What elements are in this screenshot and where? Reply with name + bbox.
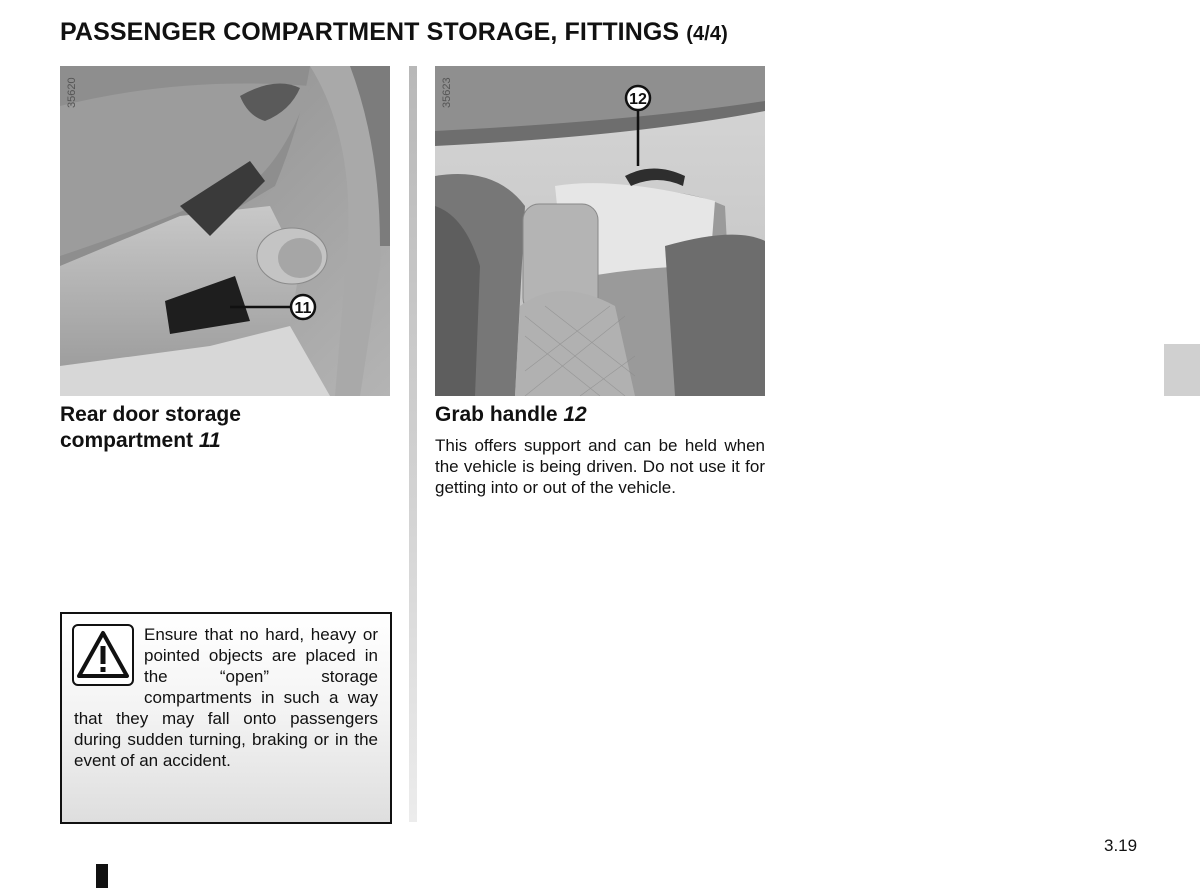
callout-12-label: 12 bbox=[629, 91, 647, 108]
heading-ref: 12 bbox=[563, 403, 587, 426]
grab-handle-heading bbox=[435, 402, 587, 428]
page-title-main: PASSENGER COMPARTMENT STORAGE, FITTINGS bbox=[60, 18, 680, 46]
grab-handle-description: This offers support and can be held when the vehicle is being driven. Do not use it for getting into or out of the vehicle. bbox=[435, 436, 765, 497]
chapter-tab bbox=[1164, 344, 1200, 396]
figure-number: 35623 bbox=[441, 77, 453, 108]
column-divider bbox=[409, 66, 417, 822]
grab-handle-photo bbox=[435, 66, 765, 396]
warning-text: Ensure that no hard, heavy or pointed objects are placed in the “open” storage compartments in such a way that they may fall onto passengers during sudden turning, braking or in the event of an accident. bbox=[74, 625, 378, 770]
heading-line-2: compartment bbox=[60, 429, 194, 452]
page-corner-mark bbox=[96, 864, 108, 888]
heading-ref: 11 bbox=[198, 429, 221, 452]
callout-11-label: 11 bbox=[294, 300, 312, 317]
page-title bbox=[60, 18, 728, 47]
heading-text: Grab handle bbox=[435, 403, 558, 426]
rear-door-photo bbox=[60, 66, 390, 396]
warning-box bbox=[60, 612, 392, 824]
page-title-part: (4/4) bbox=[686, 23, 728, 45]
rear-door-storage-heading bbox=[60, 402, 241, 454]
page-number: 3.19 bbox=[1104, 836, 1138, 855]
warning-text-block bbox=[74, 624, 378, 771]
heading-line-1: Rear door storage bbox=[60, 403, 241, 426]
figure-number: 35620 bbox=[66, 77, 78, 108]
